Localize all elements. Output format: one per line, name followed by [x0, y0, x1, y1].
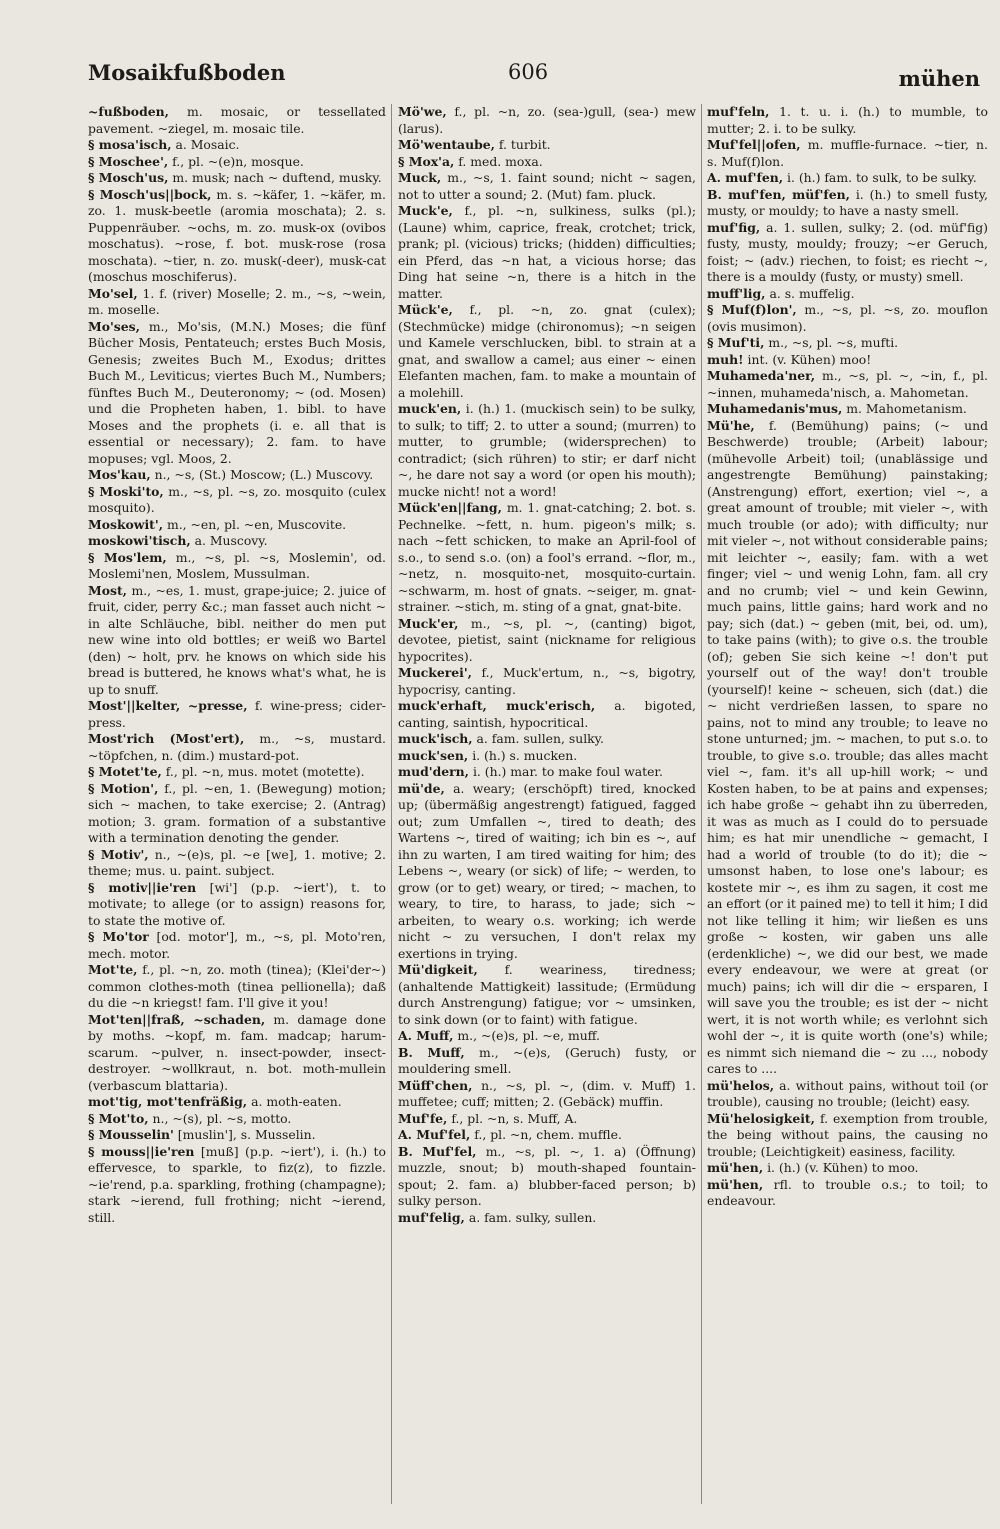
entry-text: m., ~(e)s, (Geruch) fusty, or mouldering smell.	[398, 1044, 696, 1076]
entry-headword: Moskowit',	[88, 516, 164, 532]
dictionary-entry	[88, 319, 386, 468]
entry-text: a. Muscovy.	[194, 533, 268, 548]
dictionary-entry	[88, 583, 386, 699]
dictionary-entry	[88, 550, 386, 583]
entry-headword: Muf'fe,	[398, 1110, 448, 1126]
entry-text: f. (Bemühung) pains; (~ und Beschwerde) trouble; (Arbeit) labour; (mühevolle Arbeit) toil; (unablässige und angestrengte Bemühung) painstaking; (Anstrengung) effort, exertion; viel ~, a great amount of trouble; mit vieler ~, with much trouble (or ado); with difficulty; nur mit vieler ~, not without considerable pains; mit leichter ~, easily; fam. with a wet finger; viel ~ und wenig Lohn, fam. all cry and no crumb; viel ~ und kein Gewinn, much pains, little gains; hard work and no pay; sich (dat.) ~ geben (mit, bei, od. um), to take pains (with); to give o.s. the trouble (of); geben Sie sich keine ~! don't put yourself out of the way! don't trouble (yourself)! keine ~ scheuen, sich (dat.) die ~ nicht verdrießen lassen, to spare no pains, not to mind any trouble; to leave no stone unturned; jm. ~ machen, to put s.o. to trouble, to give s.o. trouble; das alles macht viel ~, fam. it's all up-hill work; ~ und Kosten haben, to be at pains and expenses; ich habe große ~ gehabt ihn zu überreden, it was as much as I could do to persuade him; es hat mir unendliche ~ gemacht, I had a world of trouble (to do it); die ~ umsonst haben, to lose one's labour; es kostete mir ~, es ihm zu sagen, it cost me an effort (or it pained me) to tell it him; I did not like telling it him; wir ließen es uns große ~ kosten, wir gaben uns alle (erdenkliche) ~, we did our best, we made every endeavour, we were at great (or much) pains; ich will dir die ~ ersparen, I will save you the trouble; es ist der ~ nicht wert, it is not worth while; es verlohnt sich wohl der ~, it is quite worth (one's) while; es nimmt sich niemand die ~ zu ..., nobody cares to ....	[707, 417, 988, 1076]
dictionary-entry	[398, 154, 696, 171]
entry-text: [muslin'], s. Musselin.	[177, 1127, 316, 1142]
entry-text: f. turbit.	[498, 137, 551, 152]
dictionary-entry	[707, 401, 988, 418]
entry-headword: Most'rich (Most'ert),	[88, 731, 245, 746]
entry-headword: Muckerei',	[398, 665, 472, 680]
entry-text: i. (h.) (v. Kühen) to moo.	[767, 1160, 919, 1175]
entry-headword: A. Muff,	[398, 1028, 454, 1043]
dictionary-entry	[707, 104, 988, 137]
column-3	[707, 104, 988, 1444]
entry-text: i. (h.) to smell fusty, musty, or mouldy; to have a nasty smell.	[707, 186, 988, 218]
entry-headword: mü'de,	[398, 780, 445, 796]
entry-text: m., ~es, 1. must, grape-juice; 2. juice of fruit, cider, perry &c.; man fasset auch nicht ~ in alte Schläuche, bibl. neither do men put new wine into old bottles; er weiß wo Bartel (den) ~ holt, prv. he knows on which side his bread is buttered, he knows what's what, he is up to snuff.	[88, 582, 386, 697]
entry-headword: Muck,	[398, 170, 442, 185]
entry-headword: § Muf'ti,	[707, 335, 765, 350]
dictionary-entry	[88, 764, 386, 781]
dictionary-entry	[88, 781, 386, 847]
entry-text: m. 1. gnat-catching; 2. bot. s. Pechnelke. ~fett, n. hum. pigeon's milk; s. nach ~fett schicken, to make an April-fool of s.o., to send s.o. (on) a fool's errand. ~flor, m., ~netz, n. mosquito-net, mosquito-curtain. ~schwarm, m. host of gnats. ~seiger, m. gnat-strainer. ~stich, m. sting of a gnat, gnat-bite.	[398, 500, 696, 614]
entry-headword: Mö'we,	[398, 104, 447, 119]
entry-text: f. med. moxa.	[458, 153, 543, 169]
dictionary-entry	[707, 137, 988, 170]
entry-headword: § Mo'tor	[88, 929, 149, 944]
entry-headword: § Mos'lem,	[88, 549, 167, 565]
entry-headword: B. Muf'fel,	[398, 1143, 477, 1159]
dictionary-entry	[88, 484, 386, 517]
dictionary-entry	[707, 170, 988, 187]
entry-text: i. (h.) s. mucken.	[472, 747, 578, 763]
entry-headword: Mü'helosigkeit,	[707, 1110, 815, 1126]
entry-headword: § Mosch'us,	[88, 170, 169, 185]
entry-text: f., pl. ~n, sulkiness, sulks (pl.); (Laune) whim, caprice, freak, crotchet; trick, prank; pl. (vicious) tricks; (hidden) difficulties; ein Pferd, das ~n hat, a vicious horse; das Ding hat seine ~n, there is a hitch in the matter.	[398, 203, 696, 301]
entry-headword: mü'hen,	[707, 1160, 764, 1175]
entry-headword: § Mousselin'	[88, 1127, 174, 1142]
dictionary-entry	[88, 1127, 386, 1144]
dictionary-entry	[398, 1028, 696, 1045]
entry-headword: § Mot'to,	[88, 1110, 149, 1126]
entry-headword: muf'feln,	[707, 104, 770, 119]
entry-headword: Mos'kau,	[88, 467, 151, 482]
entry-headword: § Motiv',	[88, 846, 149, 862]
entry-text: f., pl. ~n, chem. muffle.	[474, 1127, 622, 1142]
entry-headword: § Mosch'us||bock,	[88, 186, 212, 202]
dictionary-entry	[398, 500, 696, 616]
dictionary-entry	[398, 137, 696, 154]
dictionary-entry	[398, 698, 696, 731]
dictionary-entry	[88, 533, 386, 550]
dictionary-entry	[398, 1078, 696, 1111]
entry-text: f. wine-press; cider-press.	[88, 698, 386, 730]
dictionary-entry	[707, 335, 988, 352]
dictionary-entry	[398, 1144, 696, 1210]
dictionary-entry	[88, 517, 386, 534]
entry-headword: Muhameda'ner,	[707, 368, 816, 383]
entry-text: m. Mahometanism.	[846, 401, 967, 416]
entry-headword: § motiv||ie'ren	[88, 879, 197, 895]
entry-text: m. musk; nach ~ duftend, musky.	[172, 170, 382, 185]
dictionary-entry	[707, 187, 988, 220]
dictionary-entry	[398, 203, 696, 302]
entry-text: m., Mo'sis, (M.N.) Moses; die fünf Bücher Mosis, Pentateuch; erstes Buch Mosis, Genesis; zweites Buch M., Exodus; drittes Buch M., Leviticus; viertes Buch M., Numbers; fünftes Buch M., Deuteronomy; ~ (od. Mosen) und die Propheten haben, 1. bibl. to have Moses and the prophets (i. e. all that is essential or necessary); 2. fam. to have mopuses; vgl. Moos, 2.	[88, 318, 386, 466]
entry-text: n., ~(s), pl. ~s, motto.	[152, 1110, 292, 1126]
entry-headword: Mü'he,	[707, 417, 755, 433]
entry-headword: muck'isch,	[398, 731, 473, 746]
entry-text: m., ~s, pl. ~s, zo. mosquito (culex mosquito).	[88, 483, 386, 515]
column-rule	[701, 104, 702, 1504]
entry-headword: Mot'ten||fraß, ~schaden,	[88, 1011, 266, 1027]
header-left-catchword: Mosaikfußboden	[88, 60, 286, 85]
dictionary-entry	[88, 104, 386, 137]
dictionary-entry	[398, 748, 696, 765]
entry-text: a. 1. sullen, sulky; 2. (od. müf'fig) fusty, musty, mouldy; frouzy; ~er Geruch, foist; ~ (adv.) riechen, to foist; es riecht ~, there is a mouldy (fusty, or musty) smell.	[707, 219, 988, 284]
entry-headword: Muck'e,	[398, 203, 453, 218]
entry-text: f., pl. ~n, mus. motet (motette).	[165, 764, 365, 779]
entry-text: m. muffle-furnace. ~tier, n. s. Muf(f)lon.	[707, 137, 988, 169]
entry-headword: § Motion',	[88, 780, 159, 796]
entry-text: i. (h.) 1. (muckisch sein) to be sulky, to sulk; to tiff; 2. to utter a sound; (murren) to mutter, to grumble; (widersprechen) to contradict; (sich rühren) to stir; er darf nicht ~, he dare not say a word (or open his mouth); mucke nicht! not a word!	[398, 401, 696, 499]
dictionary-entry	[88, 1094, 386, 1111]
entry-text: f. exemption from trouble, the being without pains, the causing no trouble; (Leichtigkeit) easiness, facility.	[707, 1110, 988, 1159]
entry-headword: muck'erhaft, muck'erisch,	[398, 698, 596, 713]
dictionary-entry	[707, 220, 988, 286]
entry-headword: B. muf'fen, müf'fen,	[707, 186, 850, 202]
dictionary-entry	[398, 616, 696, 666]
entry-headword: Mück'e,	[398, 302, 453, 317]
entry-headword: § Muf(f)lon',	[707, 302, 797, 317]
dictionary-entry	[707, 286, 988, 303]
entry-text: m. s. ~käfer, 1. ~käfer, m. zo. 1. musk-beetle (aromia moschata); 2. s. Puppenräuber. ~ochs, m. zo. musk-ox (ovibos moschatus). ~rose, f. bot. musk-rose (rosa moschata). ~tier, n. zo. musk(-deer), musk-cat (moschus moschiferus).	[88, 186, 386, 284]
entry-headword: Most'||kelter, ~presse,	[88, 698, 248, 713]
entry-headword: muf'felig,	[398, 1209, 465, 1225]
entry-text: f., pl. ~en, 1. (Bewegung) motion; sich ~ machen, to take exercise; 2. (Antrag) motion; 3. gram. formation of a substantive with a termination denoting the gender.	[88, 780, 386, 845]
dictionary-entry	[398, 104, 696, 137]
entry-text: 1. t. u. i. (h.) to mumble, to mutter; 2. i. to be sulky.	[707, 104, 988, 136]
entry-headword: § mosa'isch,	[88, 137, 172, 152]
entry-text: f., Muck'ertum, n., ~s, bigotry, hypocrisy, canting.	[398, 665, 696, 697]
entry-headword: Müff'chen,	[398, 1077, 473, 1093]
dictionary-entry	[88, 880, 386, 930]
entry-headword: Muck'er,	[398, 615, 459, 631]
entry-headword: Muhamedanis'mus,	[707, 401, 843, 416]
entry-headword: Mot'te,	[88, 962, 138, 977]
dictionary-entry	[88, 698, 386, 731]
entry-text: 1. f. (river) Moselle; 2. m., ~s, ~wein, m. moselle.	[88, 285, 386, 317]
entry-text: a. moth-eaten.	[251, 1094, 342, 1109]
entry-headword: muck'en,	[398, 401, 462, 416]
entry-headword: muff'lig,	[707, 285, 766, 301]
dictionary-entry	[707, 418, 988, 1078]
entry-headword: § Mox'a,	[398, 153, 455, 169]
entry-text: a. without pains, without toil (or trouble), causing no trouble; (leicht) easy.	[707, 1077, 988, 1109]
page-number: 606	[508, 60, 549, 84]
entry-headword: mud'dern,	[398, 764, 469, 779]
entry-headword: moskowi'tisch,	[88, 533, 191, 548]
dictionary-entry	[398, 764, 696, 781]
entry-headword: Most,	[88, 582, 127, 598]
entry-headword: muh!	[707, 351, 744, 367]
entry-text: f., pl. ~n, zo. gnat (culex); (Stechmücke) midge (chironomus); ~n seigen und Kamele verschlucken, bibl. to strain at a gnat, and swallow a camel; aus einer ~ einen Elefanten machen, fam. to make a mountain of a molehill.	[398, 302, 696, 400]
dictionary-entry	[707, 368, 988, 401]
dictionary-entry	[88, 1111, 386, 1128]
entry-text: f., pl. ~n, zo. (sea-)gull, (sea-) mew (larus).	[398, 104, 696, 136]
dictionary-entry	[88, 170, 386, 187]
entry-headword: mot'tig, mot'tenfräßig,	[88, 1094, 248, 1109]
column-1	[88, 104, 386, 1514]
entry-text: m., ~s, pl. ~, (canting) bigot, devotee, pietist, saint (nickname for religious hypocrites).	[398, 615, 696, 664]
entry-text: a. fam. sulky, sullen.	[468, 1209, 597, 1225]
entry-headword: § Moski'to,	[88, 483, 164, 499]
entry-headword: ~fußboden,	[88, 104, 169, 119]
entry-headword: Mü'digkeit,	[398, 962, 478, 977]
entry-text: m., ~s, pl. ~s, zo. mouflon (ovis musimon).	[707, 302, 988, 334]
dictionary-entry	[398, 1127, 696, 1144]
entry-text: m., ~s, pl. ~s, Moslemin', od. Moslemi'nen, Moslem, Mussulman.	[88, 549, 386, 581]
entry-text: [muß] (p.p. ~iert'), i. (h.) to effervesce, to sparkle, to fiz(z), to fizzle. ~ie'rend, p.a. sparkling, frothing (champagne); stark ~ierend, full frothing; nicht ~ierend, still.	[88, 1143, 386, 1225]
dictionary-entry	[88, 731, 386, 764]
dictionary-entry	[398, 1111, 696, 1128]
entry-text: f., pl. ~n, zo. moth (tinea); (Klei'der~) common clothes-moth (tinea pellionella); daß du die ~n kriegst! fam. I'll give it you!	[88, 962, 386, 1010]
entry-text: rfl. to trouble o.s.; to toil; to endeavour.	[707, 1176, 988, 1208]
entry-text: f., pl. ~n, s. Muff, A.	[451, 1110, 578, 1126]
dictionary-entry	[88, 929, 386, 962]
dictionary-entry	[398, 962, 696, 1028]
dictionary-entry	[88, 286, 386, 319]
dictionary-entry	[88, 154, 386, 171]
dictionary-entry	[707, 1078, 988, 1111]
dictionary-entry	[398, 1210, 696, 1227]
entry-text: int. (v. Kühen) moo!	[747, 351, 872, 367]
page-header	[88, 60, 980, 92]
header-right-catchword: mühen	[898, 66, 980, 91]
dictionary-entry	[88, 1012, 386, 1095]
dictionary-entry	[398, 781, 696, 963]
entry-text: [od. motor'], m., ~s, pl. Moto'ren, mech. motor.	[88, 929, 386, 961]
column-rule	[391, 104, 392, 1504]
dictionary-entry	[398, 665, 696, 698]
entry-text: a. weary; (erschöpft) tired, knocked up; (übermäßig angestrengt) fatigued, fagged out; zum Umfallen ~, tired to death; des Wartens ~, tired of waiting; ich bin es ~, auf ihn zu warten, I am tired waiting for him; des Lebens ~, weary (or sick) of life; ~ werden, to grow (or to get) weary, or tired; ~ machen, to weary, to tire, to harass, to jade; sich ~ arbeiten, to weary o.s. working; ich werde nicht ~ zu versuchen, I don't relax my exertions in trying.	[398, 780, 696, 961]
dictionary-entry	[88, 137, 386, 154]
entry-text: m., ~s, mustard. ~töpfchen, n. (dim.) mustard-pot.	[88, 731, 386, 763]
entry-headword: muf'fig,	[707, 219, 761, 235]
entry-headword: Mö'wentaube,	[398, 137, 495, 152]
entry-headword: Mo'sel,	[88, 285, 138, 301]
dictionary-entry	[707, 1177, 988, 1210]
entry-text: m. mosaic, or tessellated pavement. ~ziegel, m. mosaic tile.	[88, 104, 386, 136]
entry-headword: Mück'en||fang,	[398, 500, 502, 515]
entry-text: n., ~s, pl. ~, (dim. v. Muff) 1. muffetee; cuff; mitten; 2. (Gebäck) muffin.	[398, 1077, 696, 1109]
entry-headword: A. muf'fen,	[707, 170, 784, 185]
dictionary-entry	[398, 731, 696, 748]
dictionary-entry	[88, 1144, 386, 1227]
entry-headword: mü'helos,	[707, 1077, 775, 1093]
entry-text: a. fam. sullen, sulky.	[476, 731, 604, 746]
column-2	[398, 104, 696, 1514]
dictionary-entry	[88, 962, 386, 1012]
entry-text: i. (h.) fam. to sulk, to be sulky.	[786, 170, 977, 185]
entry-headword: A. Muf'fel,	[398, 1127, 471, 1142]
dictionary-entry	[88, 187, 386, 286]
entry-text: m., ~s, pl. ~, 1. a) (Öffnung) muzzle, snout; b) mouth-shaped fountain-spout; 2. fam. a) blubber-faced person; b) sulky person.	[398, 1143, 696, 1208]
entry-text: m. damage done by moths. ~kopf, m. fam. madcap; harum-scarum. ~pulver, n. insect-powder, insect-destroyer. ~wollkraut, n. bot. moth-mullein (verbascum blattaria).	[88, 1011, 386, 1093]
entry-text: m., ~s, pl. ~, ~in, f., pl. ~innen, muhameda'nisch, a. Mahometan.	[707, 368, 988, 400]
dictionary-entry	[707, 1111, 988, 1161]
entry-text: m., ~s, pl. ~s, mufti.	[768, 335, 899, 350]
dictionary-entry	[707, 302, 988, 335]
dictionary-entry	[398, 1045, 696, 1078]
dictionary-entry	[707, 1160, 988, 1177]
entry-headword: mü'hen,	[707, 1176, 764, 1192]
entry-text: a. bigoted, canting, saintish, hypocritical.	[398, 698, 696, 730]
entry-headword: Mo'ses,	[88, 318, 140, 334]
entry-text: f. weariness, tiredness; (anhaltende Mattigkeit) lassitude; (Ermüdung durch Anstrengung) fatigue; vor ~ umsinken, to sink down (or to faint) with fatigue.	[398, 962, 696, 1027]
entry-text: n., ~s, (St.) Moscow; (L.) Muscovy.	[154, 467, 374, 482]
entry-text: m., ~s, 1. faint sound; nicht ~ sagen, not to utter a sound; 2. (Mut) fam. pluck.	[398, 170, 696, 202]
entry-headword: § mouss||ie'ren	[88, 1143, 195, 1159]
dictionary-entry	[398, 302, 696, 401]
entry-headword: B. Muff,	[398, 1044, 465, 1060]
entry-text: a. Mosaic.	[175, 137, 240, 152]
entry-text: i. (h.) mar. to make foul water.	[472, 764, 663, 779]
entry-text: m., ~en, pl. ~en, Muscovite.	[166, 516, 347, 532]
entry-text: m., ~(e)s, pl. ~e, muff.	[457, 1028, 600, 1043]
entry-headword: § Motet'te,	[88, 764, 162, 779]
entry-text: f., pl. ~(e)n, mosque.	[172, 153, 304, 169]
dictionary-entry	[398, 401, 696, 500]
entry-headword: § Moschee',	[88, 153, 169, 169]
dictionary-entry	[707, 352, 988, 369]
entry-text: a. s. muffelig.	[769, 285, 855, 301]
entry-text: n., ~(e)s, pl. ~e [we], 1. motive; 2. theme; mus. u. paint. subject.	[88, 846, 386, 878]
dictionary-entry	[88, 847, 386, 880]
entry-headword: muck'sen,	[398, 747, 469, 763]
entry-text: [wi'] (p.p. ~iert'), t. to motivate; to allege (or to assign) reasons for, to state the motive of.	[88, 879, 386, 928]
entry-headword: Muf'fel||ofen,	[707, 137, 801, 152]
dictionary-entry	[88, 467, 386, 484]
dictionary-entry	[398, 170, 696, 203]
